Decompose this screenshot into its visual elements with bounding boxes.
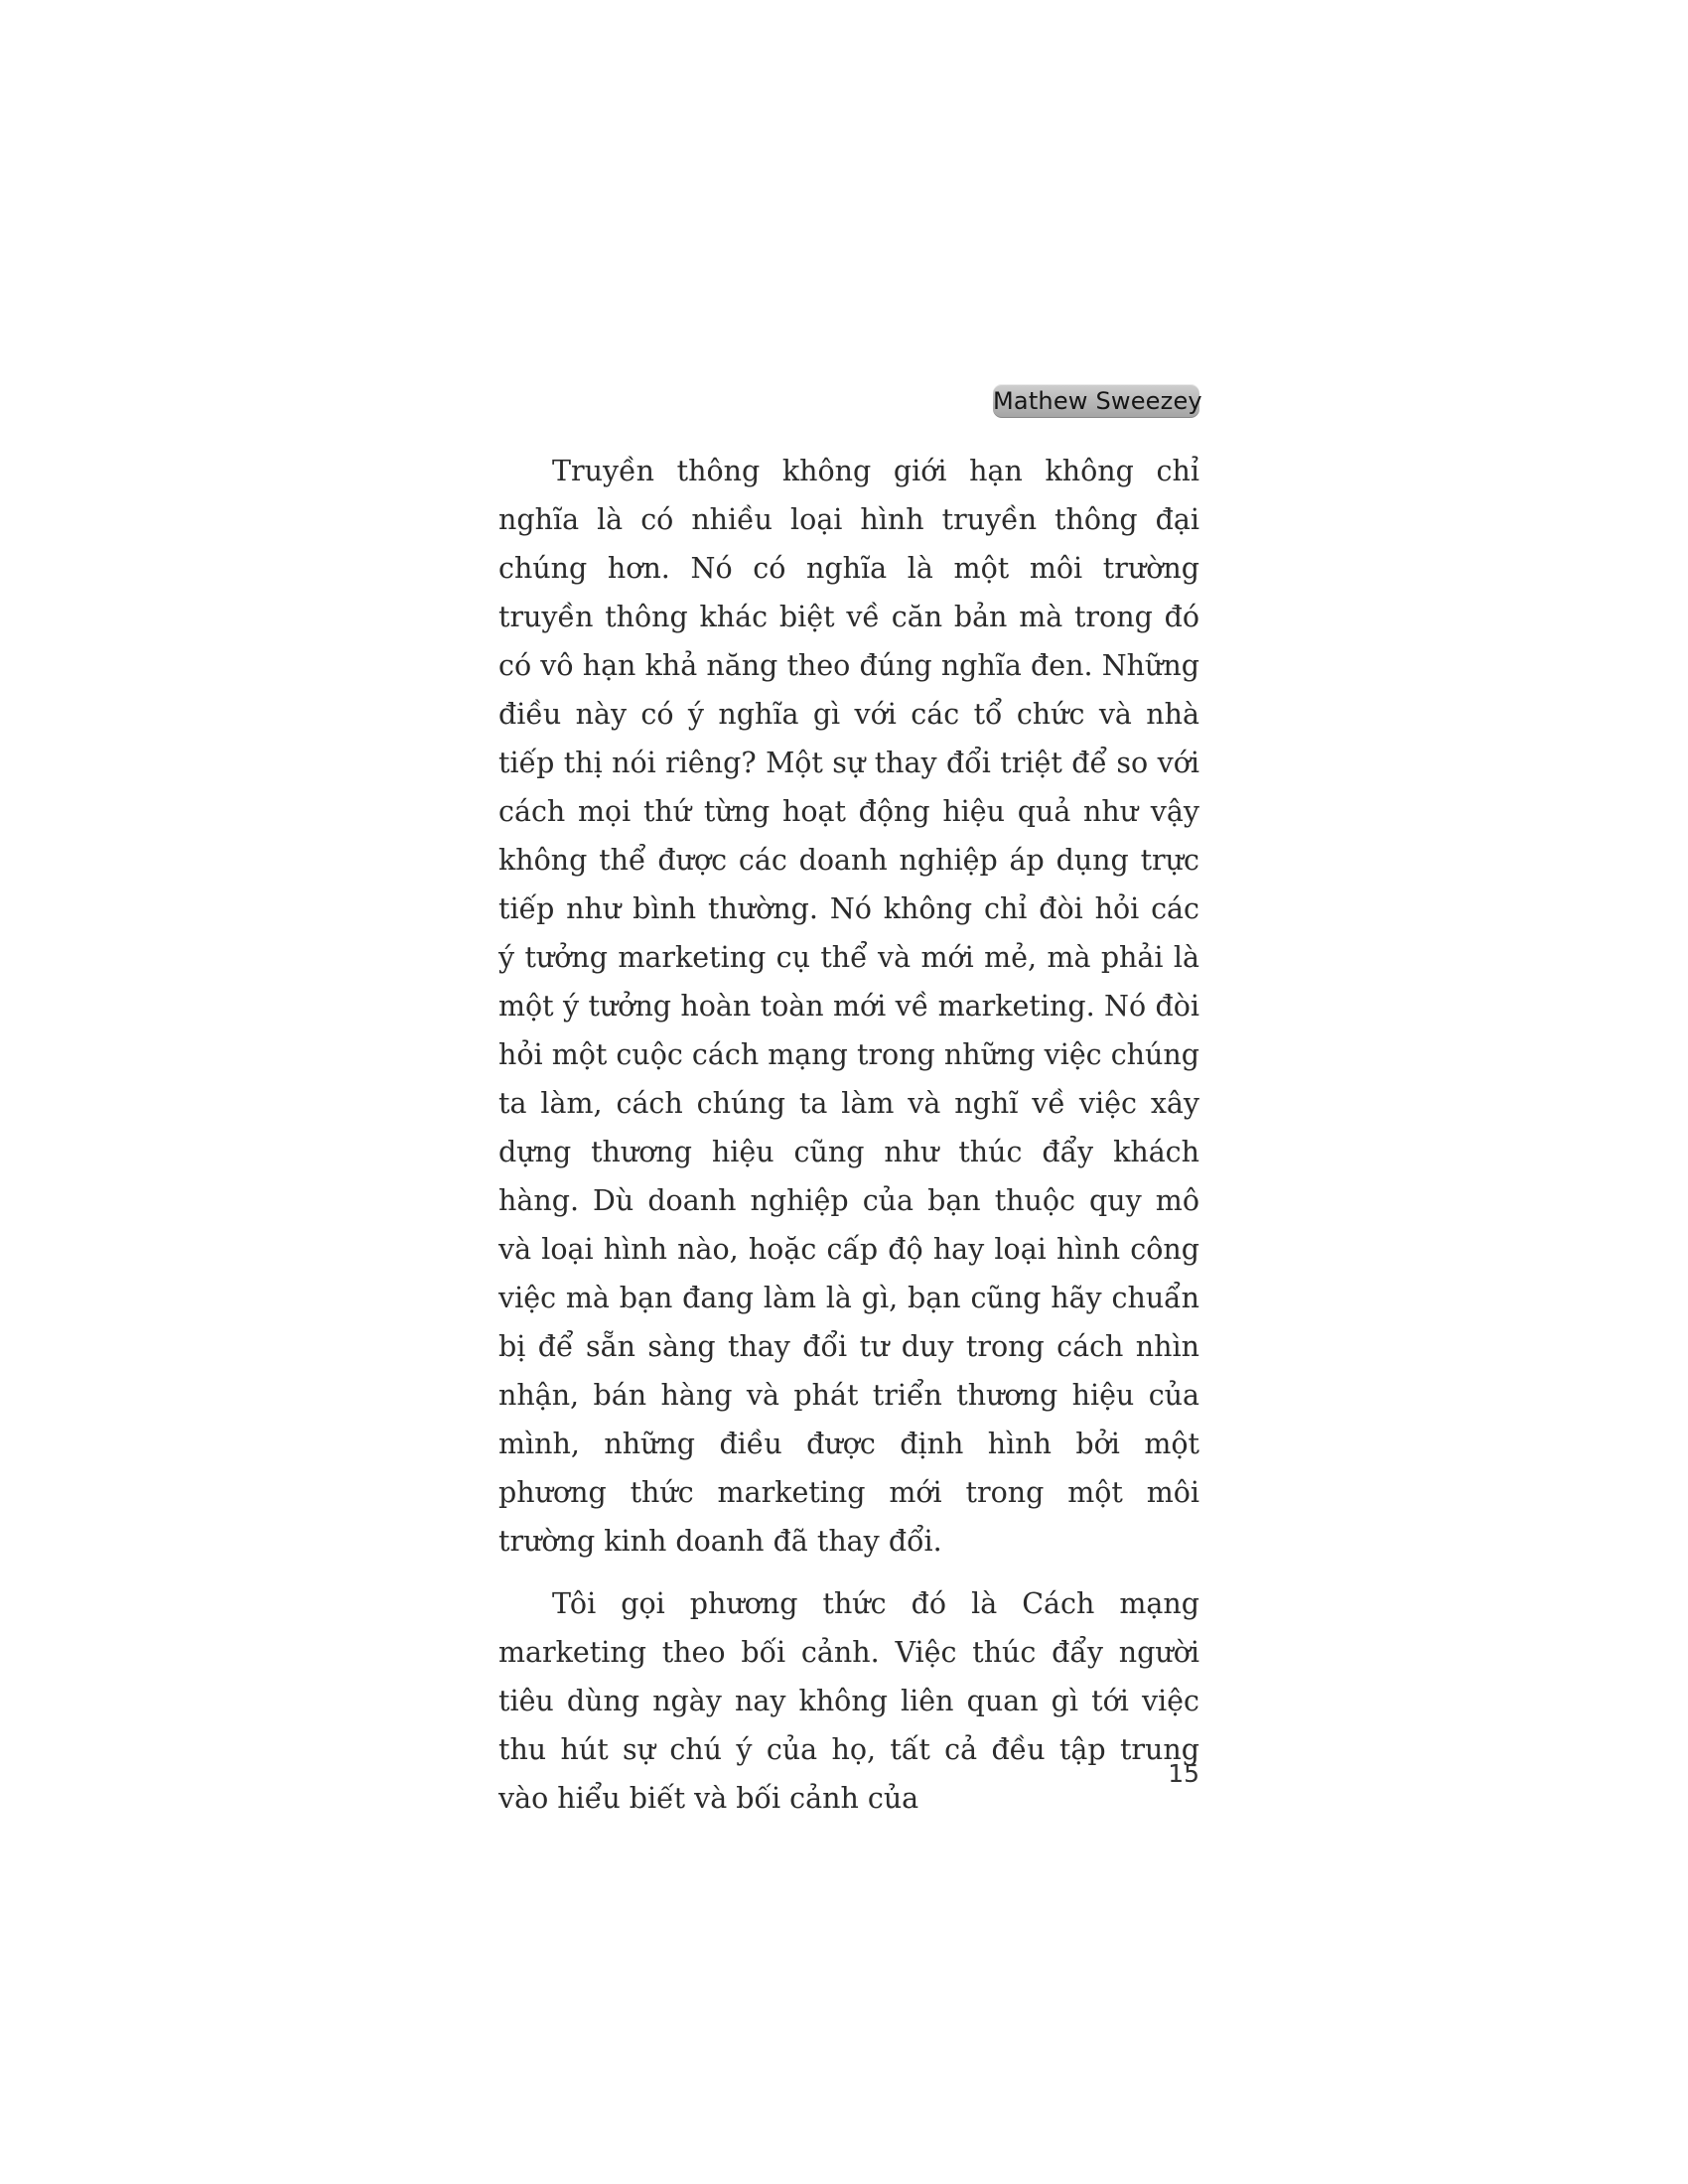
paragraph-2: Tôi gọi phương thức đó là Cách mạng marketing theo bối cảnh. Việc thúc đẩy người tiêu dùng ngày nay không liên quan gì tới việc thu hút sự chú ý của họ, tất cả đều tập trung vào hiểu biết và bối cảnh của: [498, 1587, 1199, 1815]
running-header-author: Mathew Sweezey: [993, 384, 1199, 418]
paragraph-1: Truyền thông không giới hạn không chỉ nghĩa là có nhiều loại hình truyền thông đại chúng hơn. Nó có nghĩa là một môi trường truyền thông khác biệt về căn bản mà trong đó có vô hạn khả năng theo đúng nghĩa đen. Những điều này có ý nghĩa gì với các tổ chức và nhà tiếp thị nói riêng? Một sự thay đổi triệt để so với cách mọi thứ từng hoạt động hiệu quả như vậy không thể được các doanh nghiệp áp dụng trực tiếp như bình thường. Nó không chỉ đòi hỏi các ý tưởng marketing cụ thể và mới mẻ, mà phải là một ý tưởng hoàn toàn mới về marketing. Nó đòi hỏi một cuộc cách mạng trong những việc chúng ta làm, cách chúng ta làm và nghĩ về việc xây dựng thương hiệu cũng như thúc đẩy khách hàng. Dù doanh nghiệp của bạn thuộc quy mô và loại hình nào, hoặc cấp độ hay loại hình công việc mà bạn đang làm là gì, bạn cũng hãy chuẩn bị để sẵn sàng thay đổi tư duy trong cách nhìn nhận, bán hàng và phát triển thương hiệu của mình, những điều được định hình bởi một phương thức marketing mới trong một môi trường kinh doanh đã thay đổi.: [498, 455, 1199, 1558]
body-text: [498, 447, 1199, 1823]
page-number: 15: [1168, 1759, 1199, 1788]
